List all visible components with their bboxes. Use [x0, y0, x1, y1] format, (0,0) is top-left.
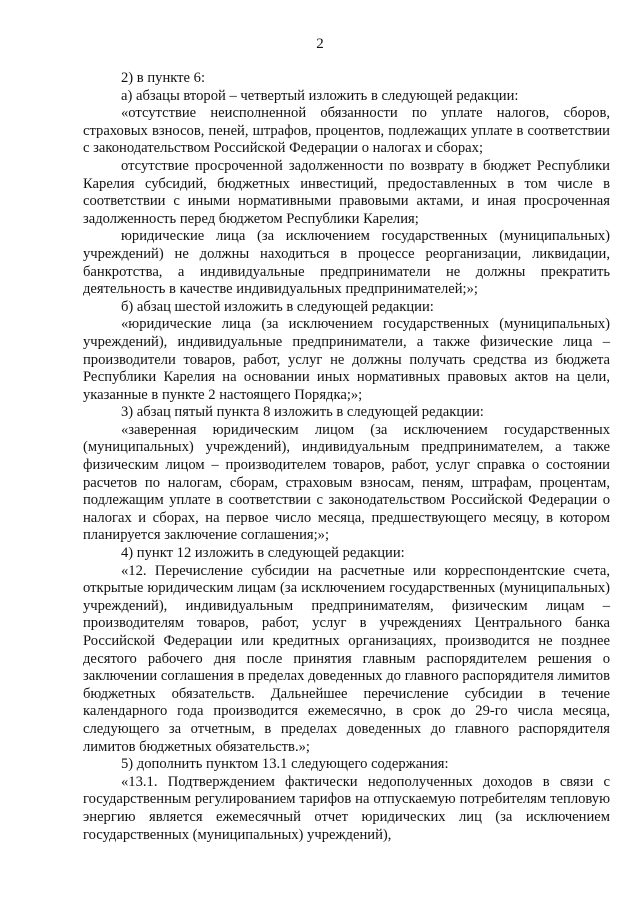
paragraph: «заверенная юридическим лицом (за исключением государственных (муниципальных) учреждений), индивидуальным предпринимателем, а также физическим лицом – производителем товаров, работ, услуг справка о состоянии расчетов по налогам, сборам, страховым взносам, пеням, штрафам, процентам, подлежащим уплате в соответствии с законодательством Российской Федерации о налогах и сборах, на первое число месяца, предшествующего месяцу, в котором планируется заключение соглашения;»;	[83, 421, 610, 544]
paragraph: отсутствие просроченной задолженности по возврату в бюджет Республики Карелия субсидий, бюджетных инвестиций, предоставленных в том числе в соответствии с иными нормативными правовыми актами, и иная просроченная задолженность перед бюджетом Республики Карелия;	[83, 157, 610, 227]
paragraph: 2) в пункте 6:	[121, 70, 206, 86]
paragraph: «юридические лица (за исключением государственных (муниципальных) учреждений), индивидуальные предприниматели, а также физические лица – производители товаров, работ, услуг не должны получать средства из бюджета Республики Карелия на основании иных нормативных правовых актов на цели, указанные в пункте 2 настоящего Порядка;»;	[83, 316, 610, 403]
document-body	[83, 70, 610, 844]
paragraph: б) абзац шестой изложить в следующей редакции:	[121, 298, 434, 315]
paragraph: «12. Перечисление субсидии на расчетные или корреспондентские счета, открытые юридическим лицам (за исключением государственных (муниципальных) учреждений), индивидуальным предпринимателям, физическим лицам – производителям товаров, работ, услуг в учреждениях Центрального банка Российской Федерации или кредитных организациях, производится не позднее десятого рабочего дня после принятия главным распорядителем решения о заключении соглашения в пределах доведенных до главного распорядителя лимитов бюджетных обязательств. Дальнейшее перечисление субсидии в течение календарного года производится ежемесячно, в срок до 29-го числа месяца, следующего за отчетным, в пределах доведенных до главного распорядителя лимитов бюджетных обязательств.»;	[83, 562, 610, 755]
paragraph: 5) дополнить пунктом 13.1 следующего содержания:	[121, 756, 449, 773]
paragraph: «отсутствие неисполненной обязанности по уплате налогов, сборов, страховых взносов, пеней, штрафов, процентов, подлежащих уплате в соответствии с законодательством Российской Федерации о налогах и сборах;	[83, 105, 610, 157]
paragraph: а) абзацы второй – четвертый изложить в следующей редакции:	[121, 87, 519, 104]
paragraph: «13.1. Подтверждением фактически недополученных доходов в связи с государственным регулированием тарифов на отпускаемую потребителям тепловую энергию является ежемесячный отчет юридических лиц (за исключением государственных (муниципальных) учреждений),	[83, 773, 610, 843]
paragraph: 4) пункт 12 изложить в следующей редакции:	[121, 545, 405, 562]
page-number: 2	[316, 36, 324, 52]
paragraph: 3) абзац пятый пункта 8 изложить в следующей редакции:	[121, 404, 484, 421]
paragraph: юридические лица (за исключением государственных (муниципальных) учреждений) не должны находиться в процессе реорганизации, ликвидации, банкротства, а индивидуальные предприниматели не должны прекратить деятельность в качестве индивидуальных предпринимателей;»;	[83, 228, 610, 298]
